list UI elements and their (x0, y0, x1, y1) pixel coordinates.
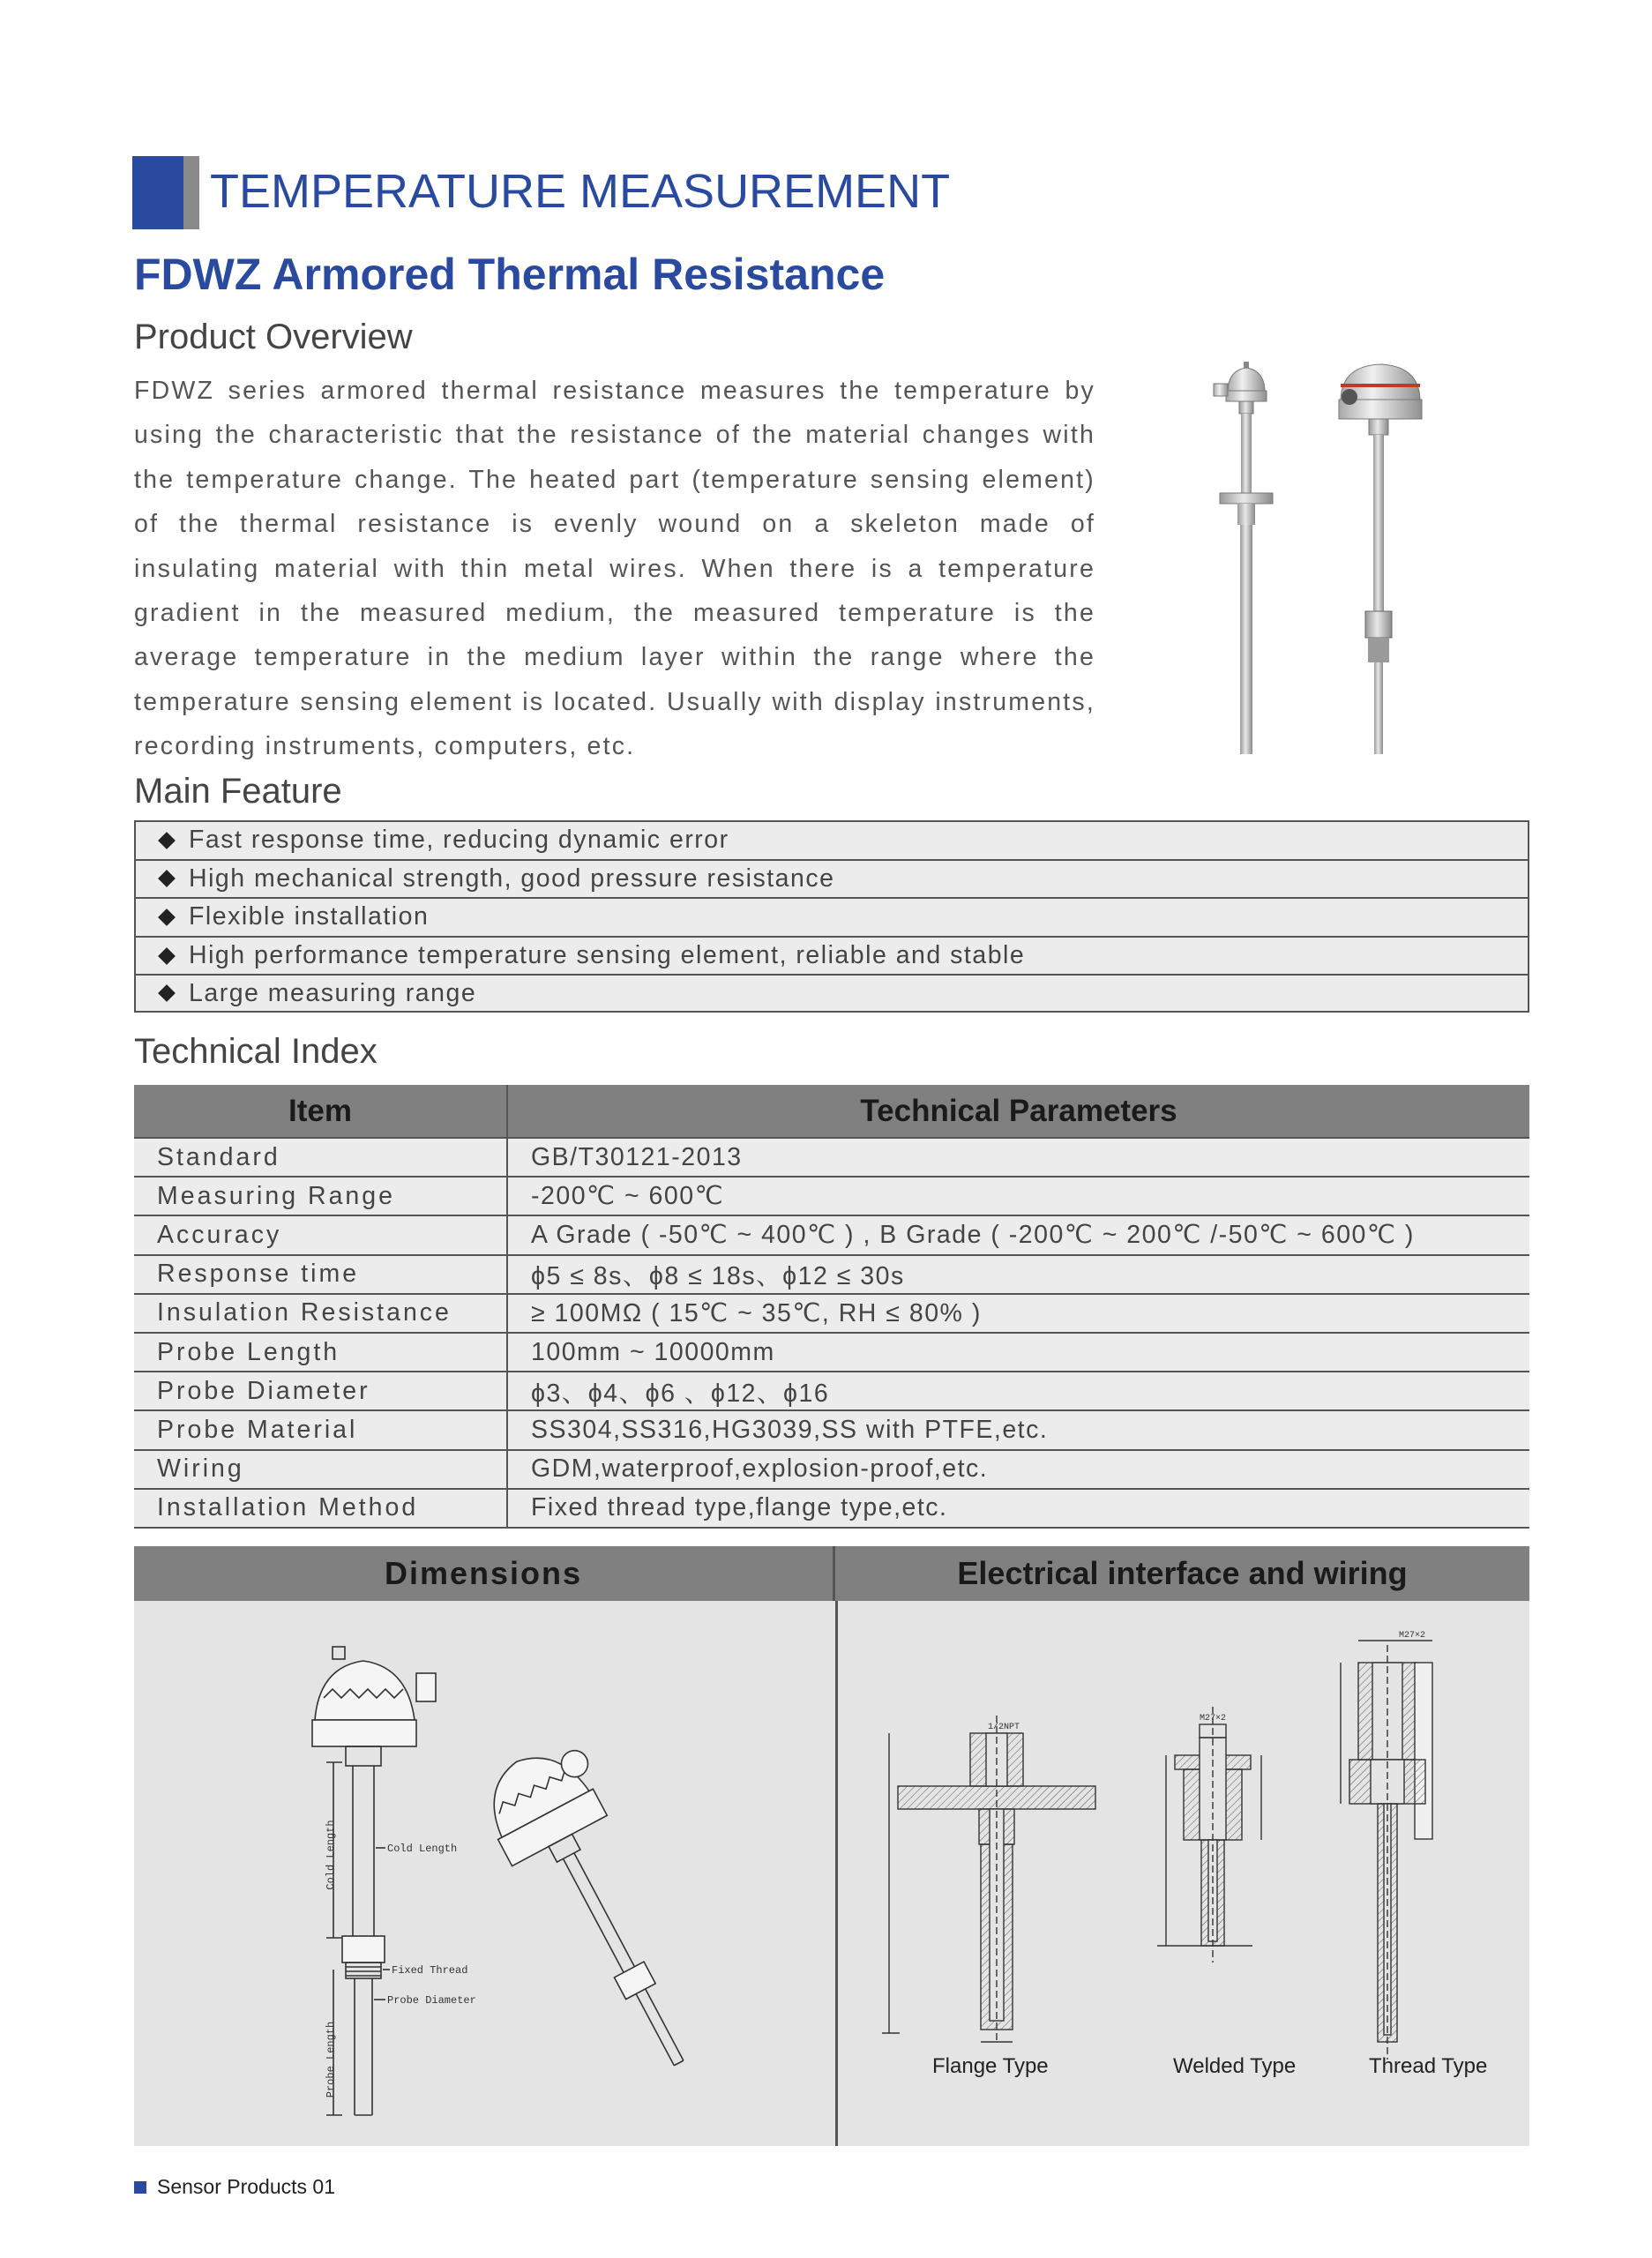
table-row: Standard GB/T30121-2013 (134, 1139, 1529, 1178)
table-row: Probe Diameter ϕ3、ϕ4、ϕ6 、ϕ12、ϕ16 (134, 1372, 1529, 1411)
dimensions-drawing (134, 1601, 835, 2146)
footer-text: Sensor Products 01 (157, 2175, 336, 2198)
npt-mark: 1/2NPT (988, 1723, 1020, 1732)
table-row: Measuring Range -200℃ ~ 600℃ (134, 1178, 1529, 1216)
diamond-bullet-icon (158, 870, 176, 887)
technical-table (134, 1085, 1529, 1529)
table-row: Accuracy A Grade ( -50℃ ~ 400℃ ) , B Grade ( -200℃ ~ 200℃ /-50℃ ~ 600℃ ) (134, 1216, 1529, 1255)
welded-thread-mark: M27×2 (1200, 1714, 1227, 1723)
feature-list (134, 820, 1529, 1013)
footer-square-icon (134, 2181, 146, 2194)
features-heading: Main Feature (134, 772, 342, 811)
diamond-bullet-icon (158, 984, 176, 1002)
thread-type-label: Thread Type (1369, 2054, 1488, 2078)
drawings-header (134, 1546, 1529, 1601)
list-item: High mechanical strength, good pressure resistance (134, 859, 1529, 898)
flange-sensor-photo (1214, 362, 1273, 754)
diamond-bullet-icon (158, 947, 176, 965)
drawings-panel (134, 1546, 1529, 2146)
overview-heading: Product Overview (134, 318, 413, 356)
dimensions-title: Dimensions (134, 1546, 835, 1601)
electrical-title: Electrical interface and wiring (957, 1555, 1408, 1591)
cold-length-label: Cold Length (387, 1843, 458, 1855)
flange-type-label: Flange Type (932, 2054, 1049, 2078)
thread-sensor-photo (1339, 364, 1422, 754)
page-title: TEMPERATURE MEASUREMENT (210, 165, 951, 218)
table-header (134, 1085, 1529, 1139)
overview-text: FDWZ series armored thermal resistance measures the temperature by using the characteristic that the resistance of the material changes with the temperature change. The heated part (temperature sensing element) of the thermal resistance is evenly wound on a skeleton made of insulating material with thin metal wires. When there is a temperature gradient in the measured medium, the measured temperature is the average temperature in the medium layer within the range where the temperature sensing element is located. Usually with display instruments, recording instruments, computers, etc. (134, 377, 1095, 761)
thread-type-mark: M27×2 (1399, 1631, 1426, 1641)
table-row: Probe Material SS304,SS316,HG3039,SS with PTFE,etc. (134, 1411, 1529, 1450)
diamond-bullet-icon (158, 832, 176, 849)
header-accent-bar (132, 156, 201, 229)
table-row: Insulation Resistance ≥ 100MΩ ( 15℃ ~ 35℃, RH ≤ 80% ) (134, 1295, 1529, 1334)
product-title: FDWZ Armored Thermal Resistance (134, 250, 886, 299)
table-row: Response time ϕ5 ≤ 8s、ϕ8 ≤ 18s、ϕ12 ≤ 30s (134, 1256, 1529, 1295)
list-item: Fast response time, reducing dynamic error (134, 820, 1529, 859)
page-footer (134, 2175, 335, 2199)
diamond-bullet-icon (158, 908, 176, 926)
column-header-params: Technical Parameters (860, 1093, 1177, 1128)
probe-diameter-label: Probe Diameter (387, 1994, 476, 2007)
table-row: Wiring GDM,waterproof,explosion-proof,etc. (134, 1451, 1529, 1490)
cold-length-vertical-label: Cold Length (325, 1820, 337, 1890)
technical-heading: Technical Index (134, 1032, 377, 1071)
column-header-item: Item (134, 1085, 508, 1137)
list-item: Large measuring range (134, 974, 1529, 1013)
fixed-thread-label: Fixed Thread (392, 1964, 468, 1977)
product-photos (1208, 357, 1473, 759)
table-row: Probe Length 100mm ~ 10000mm (134, 1334, 1529, 1372)
welded-type-label: Welded Type (1173, 2054, 1297, 2078)
probe-length-vertical-label: Probe Length (325, 2021, 337, 2098)
table-row: Installation Method Fixed thread type,flange type,etc. (134, 1490, 1529, 1529)
list-item: High performance temperature sensing element, reliable and stable (134, 936, 1529, 975)
list-item: Flexible installation (134, 897, 1529, 936)
